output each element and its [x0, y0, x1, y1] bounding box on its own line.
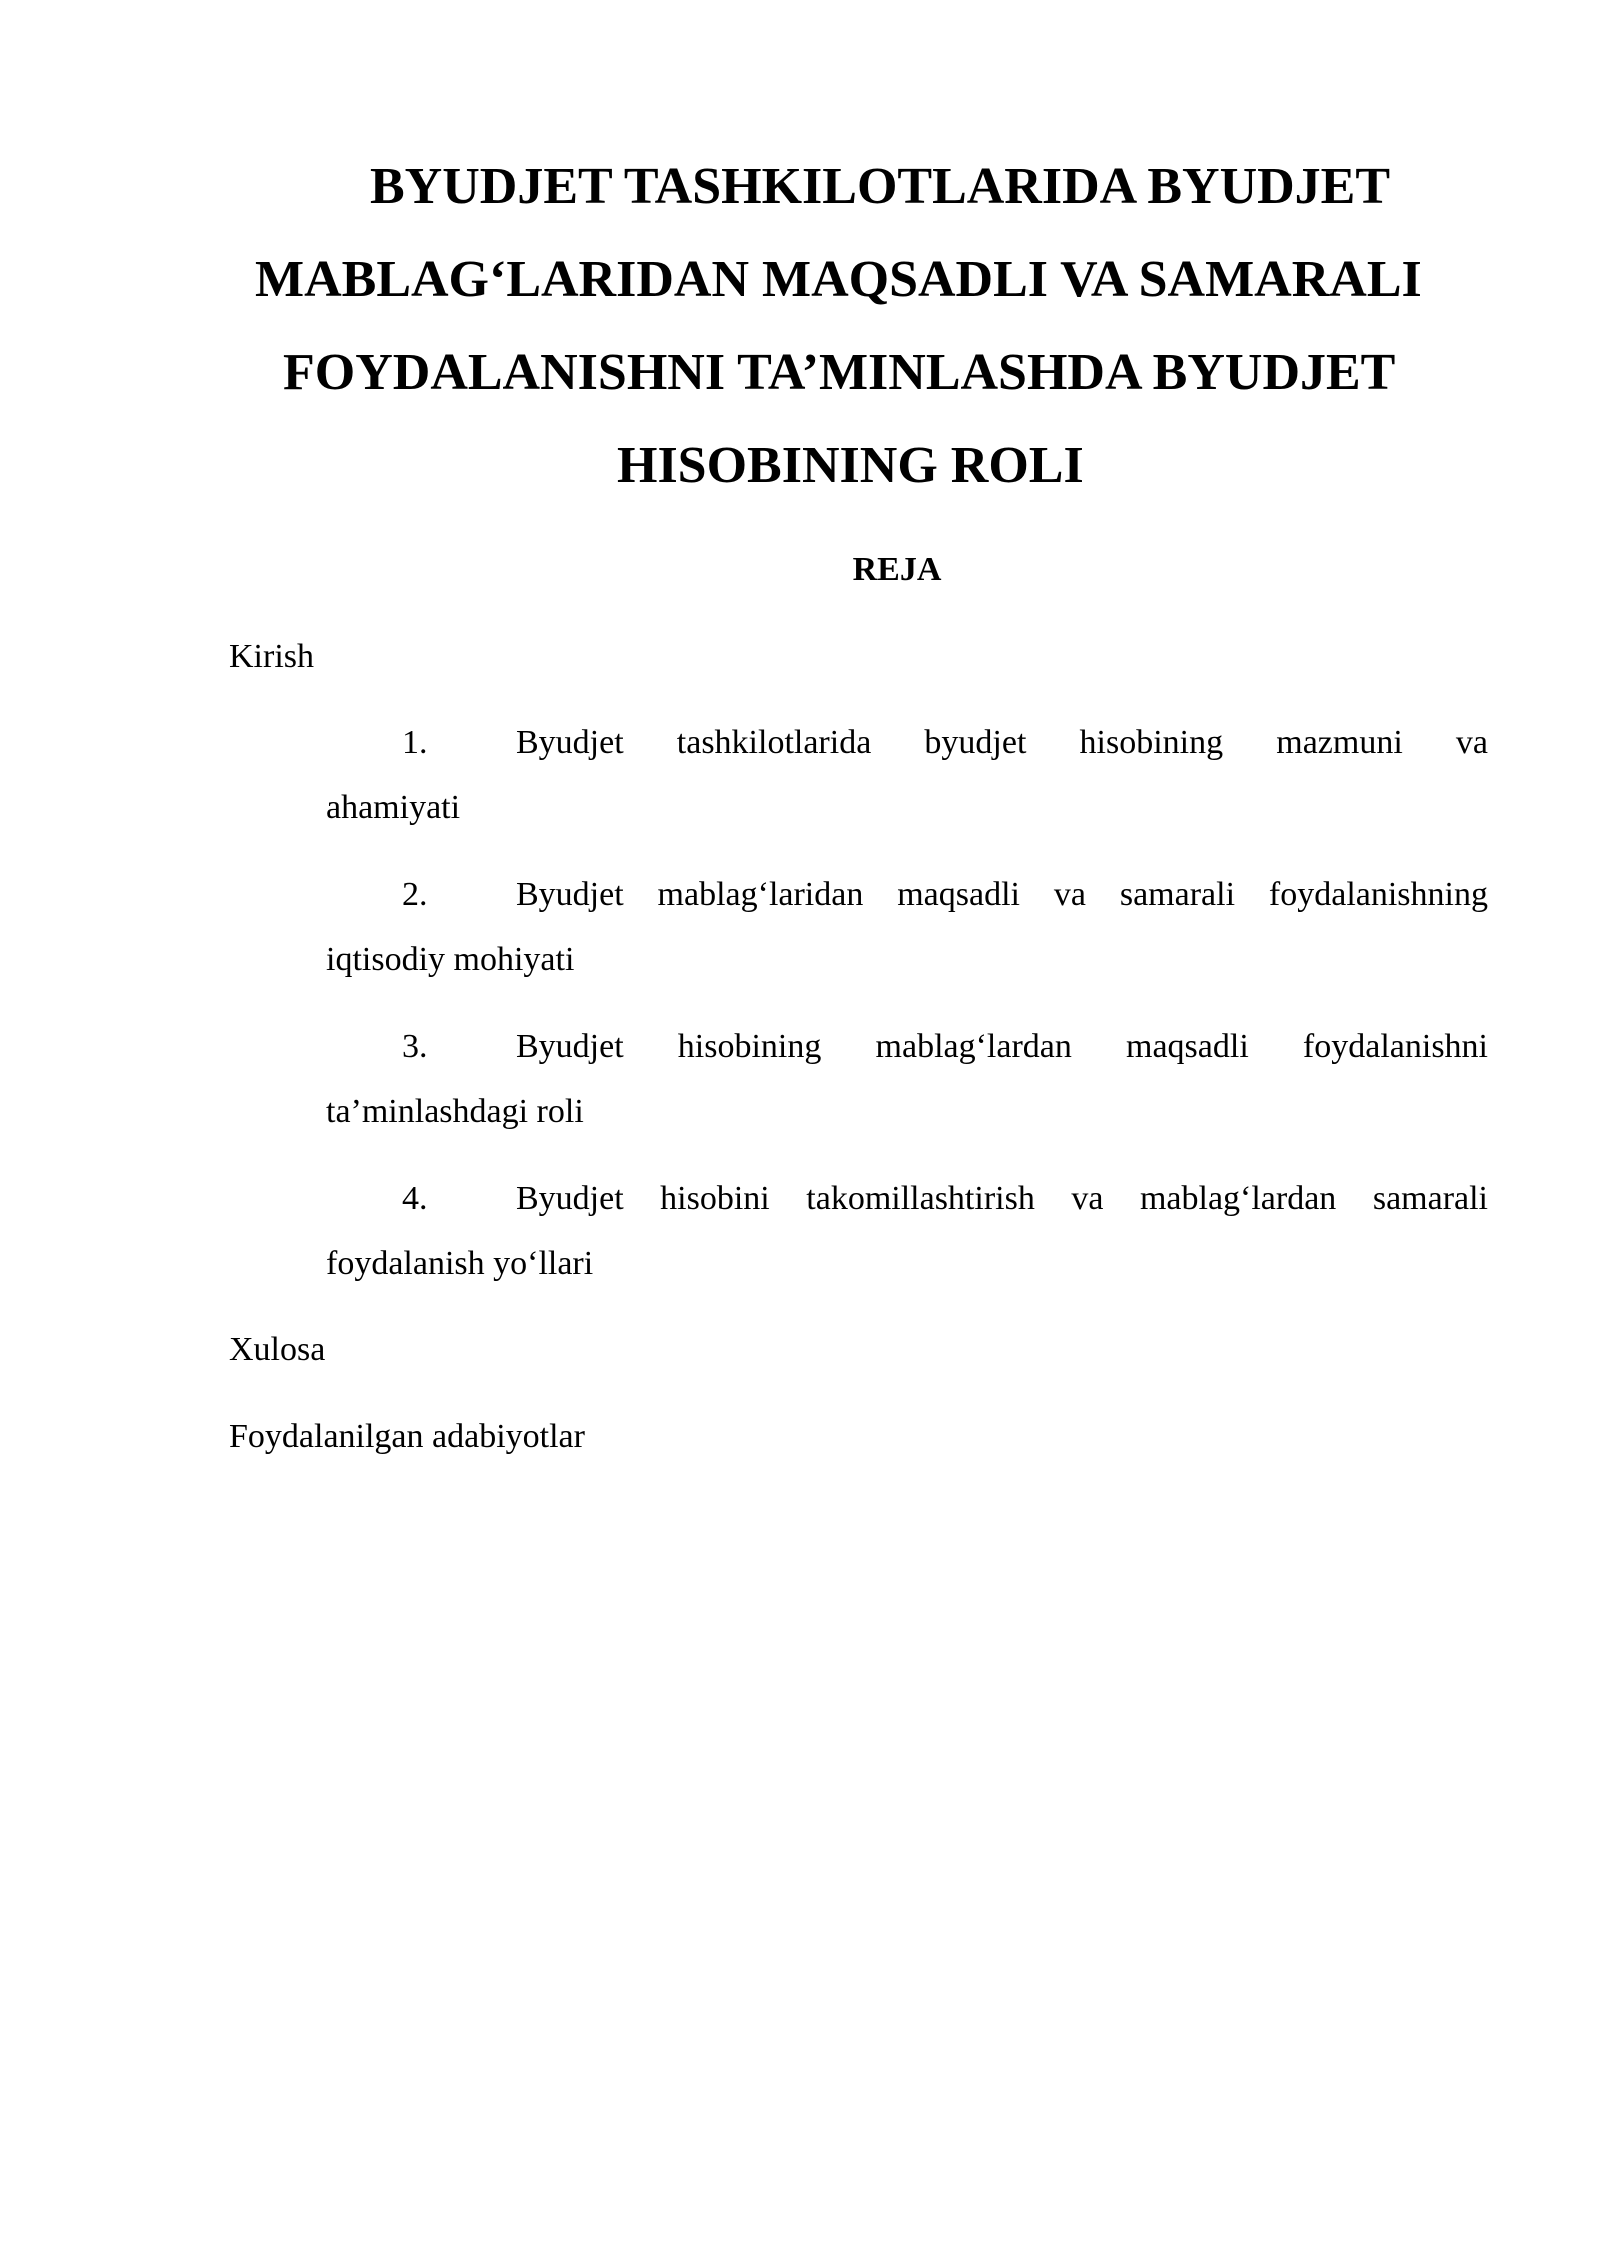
document-title-line-3: FOYDALANISHNI TA’MINLASHDA BYUDJET	[283, 344, 1396, 401]
plan-item-text-line-1: Byudjet hisobining mablag‘lardan maqsadli foydalanishni	[516, 1028, 1488, 1065]
plan-item-4	[326, 1179, 1488, 1284]
plan-item-number: 4.	[402, 1180, 428, 1217]
document-title-line-2: MABLAG‘LARIDAN MAQSADLI VA SAMARALI	[255, 251, 1422, 308]
plan-item-number: 1.	[402, 724, 428, 761]
plan-heading: REJA	[852, 551, 942, 588]
plan-item-number: 3.	[402, 1028, 428, 1065]
plan-item-text-line-2: iqtisodiy mohiyati	[326, 941, 575, 978]
plan-item-3	[326, 1027, 1488, 1132]
intro-entry: Kirish	[229, 638, 314, 675]
document-title-line-1: BYUDJET TASHKILOTLARIDA BYUDJET	[370, 158, 1391, 215]
plan-item-text-line-2: ahamiyati	[326, 789, 461, 826]
plan-item-text-line-2: foydalanish yo‘llari	[326, 1245, 594, 1282]
plan-item-text-line-2: ta’minlashdagi roli	[326, 1093, 584, 1130]
plan-item-text-line-1: Byudjet tashkilotlarida byudjet hisobining mazmuni va	[516, 724, 1488, 761]
plan-item-1	[326, 723, 1488, 828]
plan-item-text-line-1: Byudjet hisobini takomillashtirish va mablag‘lardan samarali	[516, 1180, 1488, 1217]
plan-item-number: 2.	[402, 876, 428, 913]
conclusion-entry: Xulosa	[229, 1331, 326, 1368]
document-title-line-4: HISOBINING ROLI	[617, 437, 1084, 494]
references-entry: Foydalanilgan adabiyotlar	[229, 1418, 585, 1455]
plan-item-2	[326, 875, 1488, 980]
plan-item-text-line-1: Byudjet mablag‘laridan maqsadli va samarali foydalanishning	[516, 876, 1488, 913]
